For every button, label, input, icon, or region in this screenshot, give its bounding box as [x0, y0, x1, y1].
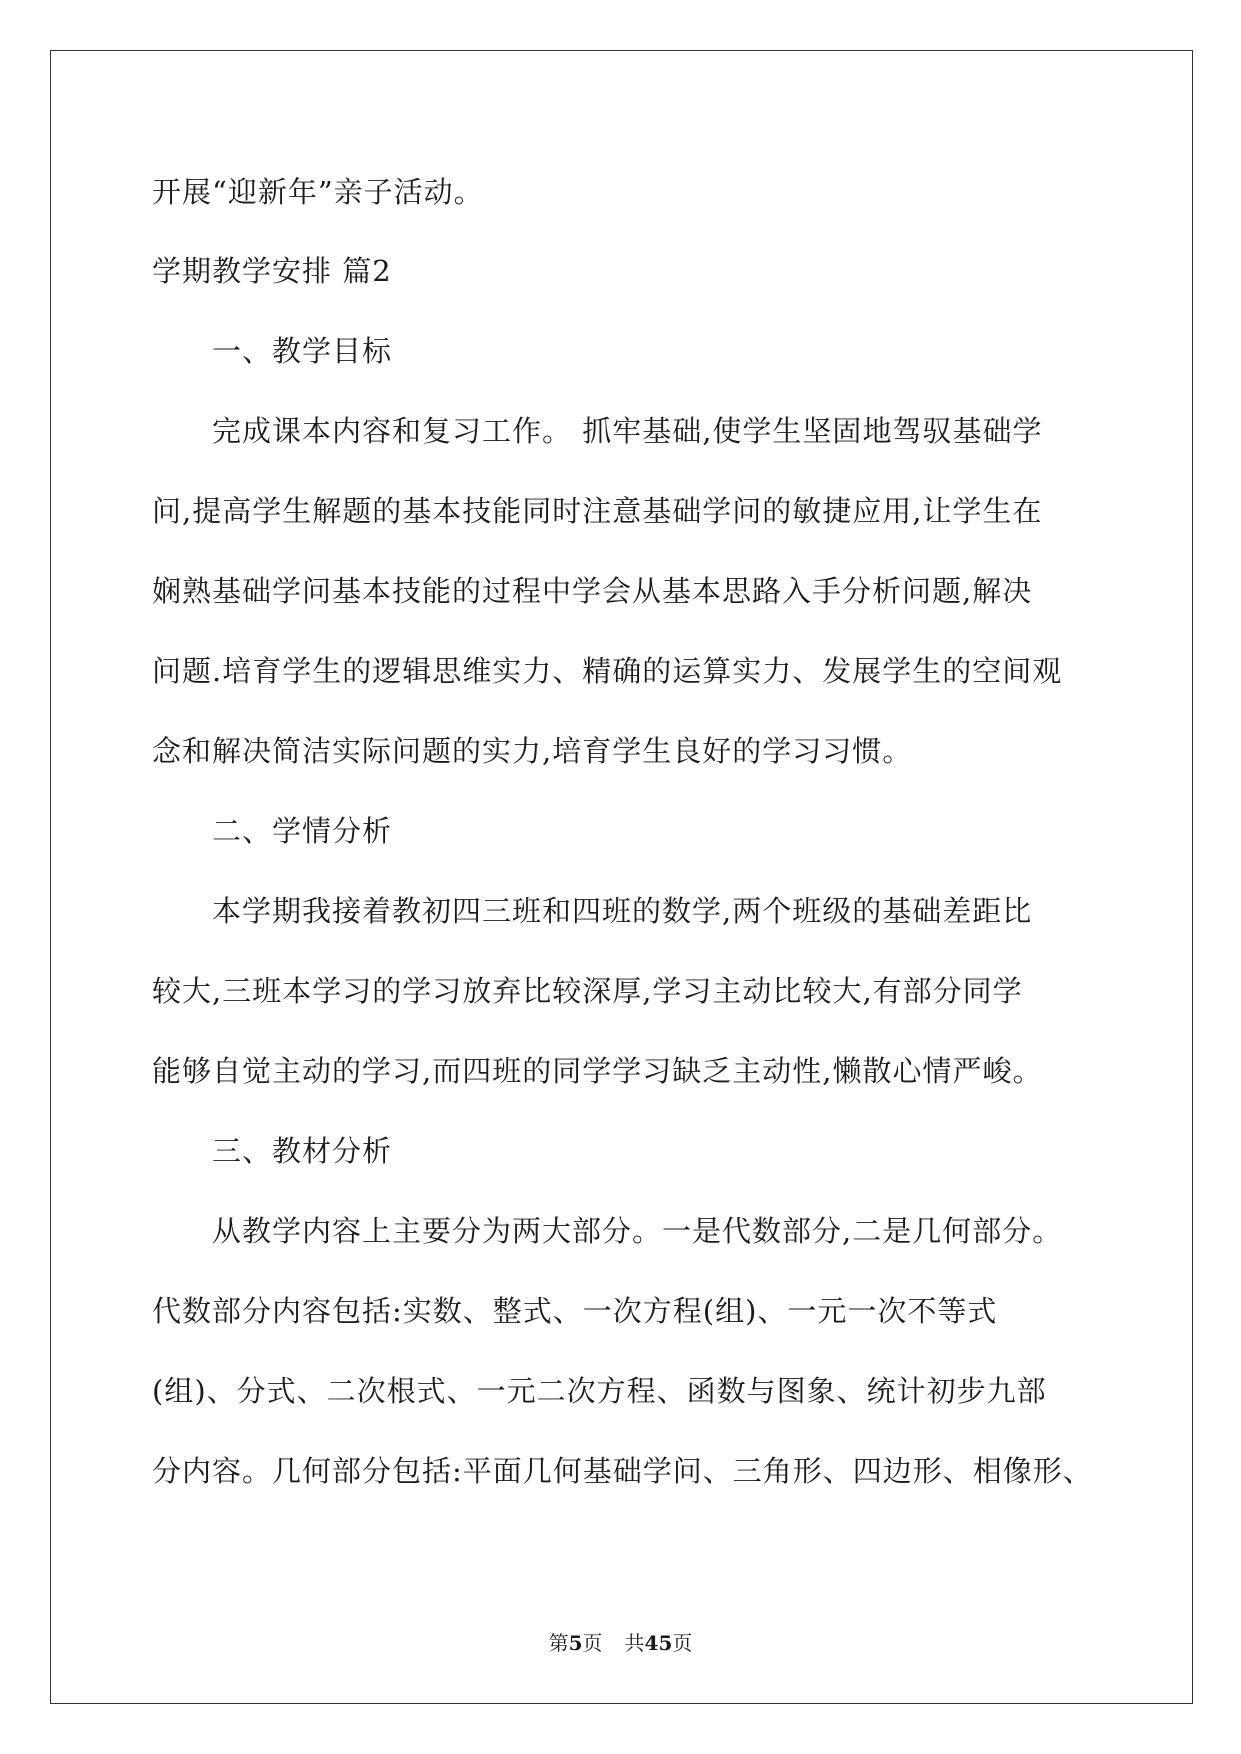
text-line-closing: 开展“迎新年”亲子活动。 [152, 175, 484, 209]
paragraph-line: 念和解决简洁实际问题的实力,培育学生良好的学习习惯。 [152, 734, 913, 768]
footer-total-unit: 页 [672, 1631, 693, 1655]
footer-total-prefix: 共 [624, 1631, 645, 1655]
paragraph-line: 问题.培育学生的逻辑思维实力、精确的运算实力、发展学生的空间观 [152, 654, 1063, 688]
paragraph-line: 较大,三班本学习的学习放弃比较深厚,学习主动比较大,有部分同学 [152, 974, 1023, 1008]
paragraph-line: 能够自觉主动的学习,而四班的同学学习缺乏主动性,懒散心情严峻。 [152, 1054, 1043, 1088]
heading-textbook-analysis: 三、教材分析 [212, 1134, 393, 1168]
footer-page-number: 5 [568, 1631, 583, 1655]
paragraph-line: (组)、分式、二次根式、一元二次方程、函数与图象、统计初步九部 [152, 1374, 1047, 1408]
footer-page-unit: 页 [582, 1631, 603, 1655]
paragraph-line: 娴熟基础学问基本技能的过程中学会从基本思路入手分析问题,解决 [152, 574, 1033, 608]
footer-prefix: 第 [548, 1631, 569, 1655]
paragraph-line: 本学期我接着教初四三班和四班的数学,两个班级的基础差距比 [212, 894, 1033, 928]
paragraph-line: 完成课本内容和复习工作。 抓牢基础,使学生坚固地驾驭基础学 [212, 414, 1043, 448]
heading-teaching-goals: 一、教学目标 [212, 334, 393, 368]
paragraph-line: 问,提高学生解题的基本技能同时注意基础学问的敏捷应用,让学生在 [152, 494, 1043, 528]
footer-total-pages: 45 [644, 1631, 673, 1655]
page-footer [0, 1631, 1241, 1655]
section-title: 学期教学安排 篇2 [152, 254, 392, 288]
heading-student-analysis: 二、学情分析 [212, 814, 393, 848]
paragraph-line: 代数部分内容包括:实数、整式、一次方程(组)、一元一次不等式 [152, 1294, 998, 1328]
paragraph-line: 分内容。几何部分包括:平面几何基础学问、三角形、四边形、相像形、 [152, 1454, 1093, 1488]
paragraph-line: 从教学内容上主要分为两大部分。一是代数部分,二是几何部分。 [212, 1214, 1063, 1248]
